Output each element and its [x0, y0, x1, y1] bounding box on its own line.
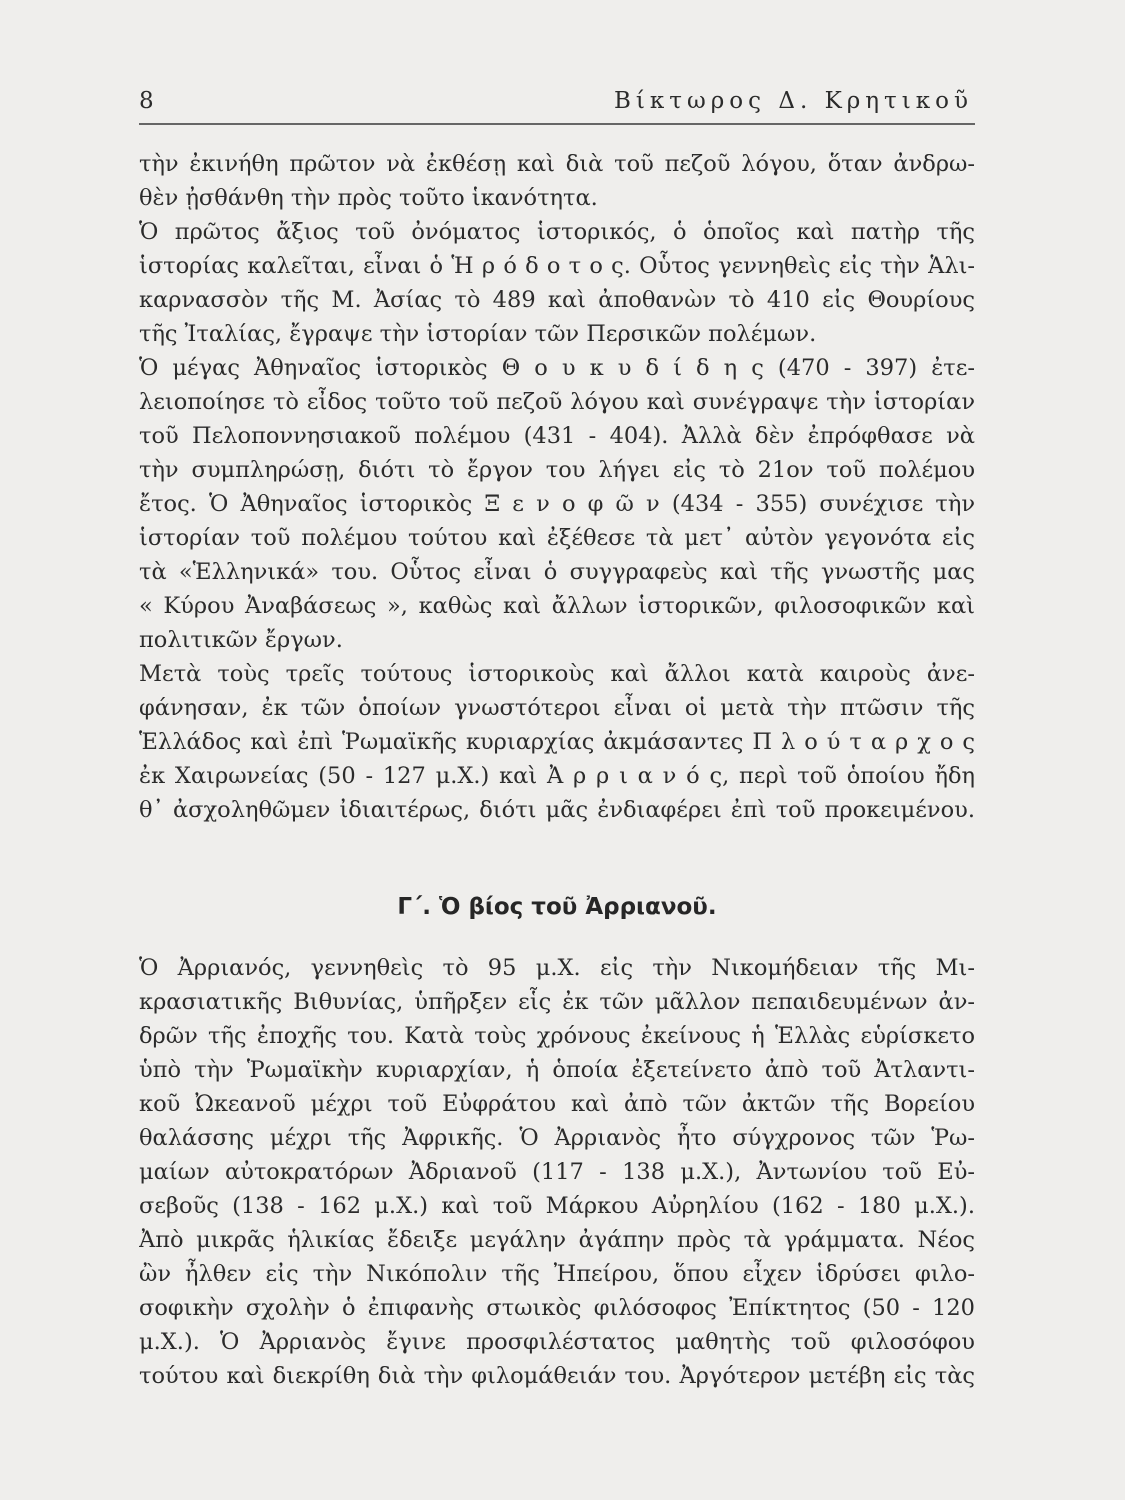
- running-head: [139, 86, 975, 118]
- text-line: τοῦ Πελοποννησιακοῦ πολέμου (431 - 404). Ἀλλὰ δὲν ἐπρόφθασε νὰ: [139, 423, 975, 449]
- text-block-second: [139, 951, 975, 1393]
- text-line: θαλάσσης μέχρι τῆς Ἀφρικῆς. Ὁ Ἀρριανὸς ἦτο σύγχρονος τῶν Ῥω-: [139, 1125, 975, 1151]
- text-line: θὲν ᾐσθάνθη τὴν πρὸς τοῦτο ἱκανότητα.: [139, 185, 598, 211]
- text-line: φάνησαν, ἐκ τῶν ὁποίων γνωστότεροι εἶναι οἱ μετὰ τὴν πτῶσιν τῆς: [139, 695, 975, 721]
- text-line: πολιτικῶν ἔργων.: [139, 627, 343, 653]
- text-line: τὴν ἐκινήθη πρῶτον νὰ ἐκθέσῃ καὶ διὰ τοῦ πεζοῦ λόγου, ὅταν ἀνδρω-: [139, 151, 975, 177]
- text-line: τὴν συμπληρώσῃ, διότι τὸ ἔργον του λήγει εἰς τὸ 21ον τοῦ πολέμου: [139, 457, 975, 483]
- section-heading: Γ΄. Ὁ βίος τοῦ Ἀρριανοῦ.: [397, 894, 717, 920]
- text-block-first: [139, 147, 975, 827]
- text-line: Ἑλλάδος καὶ ἐπὶ Ῥωμαϊκῆς κυριαρχίας ἀκμάσαντες Π λ ο ύ τ α ρ χ ο ς: [139, 729, 975, 755]
- text-line: ἱστορίας καλεῖται, εἶναι ὁ Ἡ ρ ό δ ο τ ο ς. Οὗτος γεννηθεὶς εἰς τὴν Ἁλι-: [139, 253, 975, 279]
- text-line: δρῶν τῆς ἐποχῆς του. Κατὰ τοὺς χρόνους ἐκείνους ἡ Ἑλλὰς εὑρίσκετο: [139, 1023, 975, 1049]
- text-line: ὢν ἦλθεν εἰς τὴν Νικόπολιν τῆς Ἠπείρου, ὅπου εἶχεν ἱδρύσει φιλο-: [139, 1261, 975, 1287]
- text-line: λειοποίησε τὸ εἶδος τοῦτο τοῦ πεζοῦ λόγου καὶ συνέγραψε τὴν ἱστορίαν: [139, 389, 975, 415]
- text-line: ὑπὸ τὴν Ῥωμαϊκὴν κυριαρχίαν, ἡ ὁποία ἐξετείνετο ἀπὸ τοῦ Ἀτλαντι-: [139, 1057, 975, 1083]
- text-line: ἐκ Χαιρωνείας (50 - 127 μ.Χ.) καὶ Ἀ ρ ρ ι α ν ό ς, περὶ τοῦ ὁποίου ἤδη: [139, 763, 975, 789]
- text-line: Ὁ πρῶτος ἄξιος τοῦ ὀνόματος ἱστορικός, ὁ ὁποῖος καὶ πατὴρ τῆς: [139, 219, 975, 245]
- text-line: θ᾽ ἀσχοληθῶμεν ἰδιαιτέρως, διότι μᾶς ἐνδιαφέρει ἐπὶ τοῦ προκειμένου.: [139, 797, 975, 823]
- text-line: καρνασσὸν τῆς Μ. Ἀσίας τὸ 489 καὶ ἀποθανὼν τὸ 410 εἰς Θουρίους: [139, 287, 975, 313]
- text-line: ἔτος. Ὁ Ἀθηναῖος ἱστορικὸς Ξ ε ν ο φ ῶ ν (434 - 355) συνέχισε τὴν: [139, 491, 975, 517]
- text-line: σεβοῦς (138 - 162 μ.Χ.) καὶ τοῦ Μάρκου Αὐρηλίου (162 - 180 μ.Χ.).: [139, 1193, 975, 1219]
- text-line: Ὁ μέγας Ἀθηναῖος ἱστορικὸς Θ ο υ κ υ δ ί δ η ς (470 - 397) ἐτε-: [139, 355, 975, 381]
- text-line: τὰ «Ἑλληνικά» του. Οὗτος εἶναι ὁ συγγραφεὺς καὶ τῆς γνωστῆς μας: [139, 559, 975, 585]
- text-line: κοῦ Ὠκεανοῦ μέχρι τοῦ Εὐφράτου καὶ ἀπὸ τῶν ἀκτῶν τῆς Βορείου: [139, 1091, 975, 1117]
- text-line: μ.Χ.). Ὁ Ἀρριανὸς ἔγινε προσφιλέστατος μαθητὴς τοῦ φιλοσόφου: [139, 1329, 975, 1355]
- text-line: κρασιατικῆς Βιθυνίας, ὑπῆρξεν εἷς ἐκ τῶν μᾶλλον πεπαιδευμένων ἀν-: [139, 989, 975, 1015]
- text-line: ἱστορίαν τοῦ πολέμου τούτου καὶ ἐξέθεσε τὰ μετ᾽ αὐτὸν γεγονότα εἰς: [139, 525, 975, 551]
- text-line: μαίων αὐτοκρατόρων Ἀδριανοῦ (117 - 138 μ.Χ.), Ἀντωνίου τοῦ Εὐ-: [139, 1159, 975, 1185]
- text-line: « Κύρου Ἀναβάσεως », καθὼς καὶ ἄλλων ἱστορικῶν, φιλοσοφικῶν καὶ: [139, 593, 975, 619]
- text-line: Μετὰ τοὺς τρεῖς τούτους ἱστορικοὺς καὶ ἄλλοι κατὰ καιροὺς ἀνε-: [139, 661, 975, 687]
- header-rule: [139, 123, 975, 125]
- text-line: Ἀπὸ μικρᾶς ἡλικίας ἔδειξε μεγάλην ἀγάπην πρὸς τὰ γράμματα. Νέος: [139, 1227, 975, 1253]
- page-number: 8: [139, 88, 154, 114]
- running-title: Βίκτωρος Δ. Κρητικοῦ: [614, 88, 973, 114]
- text-line: σοφικὴν σχολὴν ὁ ἐπιφανὴς στωικὸς φιλόσοφος Ἐπίκτητος (50 - 120: [139, 1295, 975, 1321]
- text-line: τούτου καὶ διεκρίθη διὰ τὴν φιλομάθειάν του. Ἀργότερον μετέβη εἰς τὰς: [139, 1363, 975, 1389]
- text-line: τῆς Ἰταλίας, ἔγραψε τὴν ἱστορίαν τῶν Περσικῶν πολέμων.: [139, 321, 817, 347]
- text-line: Ὁ Ἀρριανός, γεννηθεὶς τὸ 95 μ.Χ. εἰς τὴν Νικομήδειαν τῆς Μι-: [139, 955, 975, 981]
